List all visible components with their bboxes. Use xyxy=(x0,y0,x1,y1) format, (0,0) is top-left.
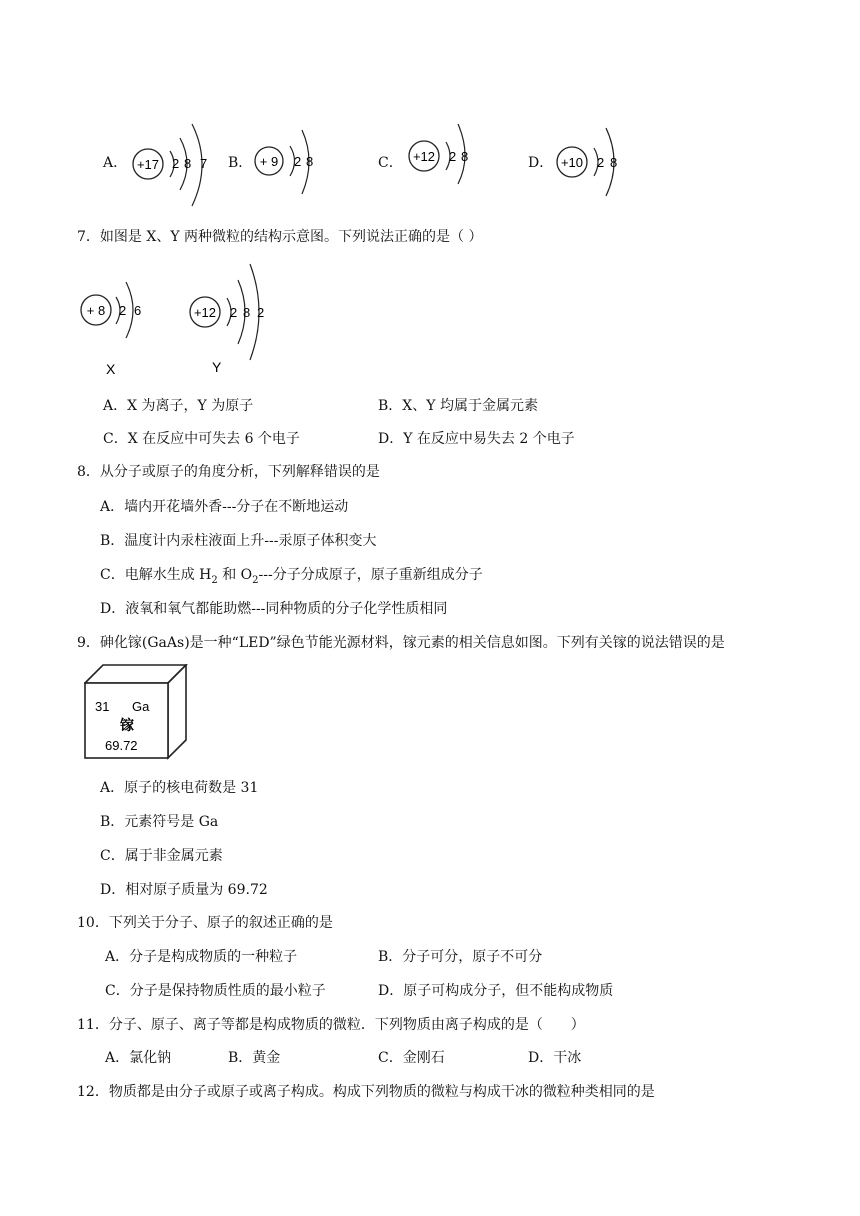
q7-x-shell-2: 6 xyxy=(134,303,142,318)
q6-b-shell-2: 8 xyxy=(306,154,314,169)
q8-option-c-sub2: 2 xyxy=(252,574,259,586)
q7-y-caption: Y xyxy=(212,359,222,375)
q6-option-c-diagram xyxy=(404,118,476,188)
q6-c-shell-1: 2 xyxy=(449,149,457,164)
q6-c-nucleus: +12 xyxy=(412,149,436,164)
q7-y-shell-3: 2 xyxy=(257,305,265,320)
q11-stem: 11．分子、原子、离子等都是构成物质的微粒．下列物质由离子构成的是（ ） xyxy=(77,1017,585,1033)
q7-option-b[interactable]: B．X、Y 均属于金属元素 xyxy=(378,398,538,414)
q6-b-nucleus: + 9 xyxy=(259,154,279,169)
q6-a-shell-1: 2 xyxy=(172,156,180,171)
q9-option-c[interactable]: C．属于非金属元素 xyxy=(100,848,223,864)
q8-option-d[interactable]: D．液氧和氧气都能助燃---同种物质的分子化学性质相同 xyxy=(100,601,448,617)
q6-option-a-label[interactable]: A． xyxy=(103,155,128,171)
q8-option-c[interactable] xyxy=(100,564,483,586)
q6-option-a-diagram xyxy=(130,114,220,214)
q7-x-caption: X xyxy=(106,361,116,377)
q6-d-shell-1: 2 xyxy=(597,155,605,170)
q8-option-c-post: ---分子分成原子，原子重新组成分子 xyxy=(258,567,483,583)
q11-option-d[interactable]: D．干冰 xyxy=(528,1050,582,1066)
q8-option-c-mid: 和 O xyxy=(217,567,253,583)
q7-diagram xyxy=(78,262,278,382)
q7-stem: 7．如图是 X、Y 两种微粒的结构示意图。下列说法正确的是（ ） xyxy=(77,229,483,245)
q8-option-a[interactable]: A．墙内开花墙外香---分子在不断地运动 xyxy=(100,499,349,515)
q7-y-nucleus: +12 xyxy=(193,305,217,320)
q9-element-card xyxy=(84,664,188,760)
q6-c-shell-2: 8 xyxy=(461,149,469,164)
q10-option-c[interactable]: C．分子是保持物质性质的最小粒子 xyxy=(105,983,326,999)
q7-option-d[interactable]: D．Y 在反应中易失去 2 个电子 xyxy=(378,431,575,447)
q9-card-symbol: Ga xyxy=(132,699,150,714)
q10-option-a[interactable]: A．分子是构成物质的一种粒子 xyxy=(105,949,298,965)
q7-y-shell-2: 8 xyxy=(243,305,251,320)
q8-option-c-sub1: 2 xyxy=(211,574,218,586)
q7-x-nucleus: + 8 xyxy=(86,303,106,318)
q6-option-d-label[interactable]: D． xyxy=(528,155,554,171)
q12-stem: 12．物质都是由分子或原子或离子构成。构成下列物质的微粒与构成干冰的微粒种类相同的是 xyxy=(77,1084,655,1100)
q10-option-b[interactable]: B．分子可分，原子不可分 xyxy=(378,949,543,965)
q6-option-d-diagram xyxy=(554,122,626,198)
q8-option-b[interactable]: B．温度计内汞柱液面上升---汞原子体积变大 xyxy=(100,533,377,549)
q6-b-shell-1: 2 xyxy=(294,154,302,169)
q11-option-a[interactable]: A．氯化钠 xyxy=(105,1050,172,1066)
q9-stem: 9．砷化镓(GaAs)是一种“LED”绿色节能光源材料，镓元素的相关信息如图。下列有关镓的说法错误的是 xyxy=(77,635,725,651)
q9-option-d[interactable]: D．相对原子质量为 69.72 xyxy=(100,882,268,898)
q6-option-c-label[interactable]: C． xyxy=(378,155,403,171)
q7-option-c[interactable]: C．X 在反应中可失去 6 个电子 xyxy=(103,431,300,447)
q8-option-c-pre: C．电解水生成 H xyxy=(100,567,212,583)
q11-option-c[interactable]: C．金刚石 xyxy=(378,1050,445,1066)
q6-d-nucleus: +10 xyxy=(560,155,584,170)
q6-a-shell-2: 8 xyxy=(184,156,192,171)
q10-stem: 10．下列关于分子、原子的叙述正确的是 xyxy=(77,915,333,931)
q6-option-b-label[interactable]: B． xyxy=(228,155,253,171)
q9-option-b[interactable]: B．元素符号是 Ga xyxy=(100,814,219,830)
q11-option-b[interactable]: B．黄金 xyxy=(228,1050,281,1066)
q7-x-shell-1: 2 xyxy=(119,303,127,318)
q6-a-nucleus: +17 xyxy=(136,157,160,172)
q9-card-number: 31 xyxy=(95,699,110,714)
q9-card-mass: 69.72 xyxy=(105,738,138,753)
q6-option-b-diagram xyxy=(252,122,322,202)
q8-stem: 8．从分子或原子的角度分析，下列解释错误的是 xyxy=(77,464,380,480)
q6-a-shell-3: 7 xyxy=(200,156,208,171)
q9-option-a[interactable]: A．原子的核电荷数是 31 xyxy=(100,780,259,796)
q9-card-name: 镓 xyxy=(120,718,134,734)
q6-d-shell-2: 8 xyxy=(610,155,618,170)
q7-y-shell-1: 2 xyxy=(230,305,238,320)
q10-option-d[interactable]: D．原子可构成分子，但不能构成物质 xyxy=(378,983,614,999)
q7-option-a[interactable]: A．X 为离子，Y 为原子 xyxy=(103,398,254,414)
